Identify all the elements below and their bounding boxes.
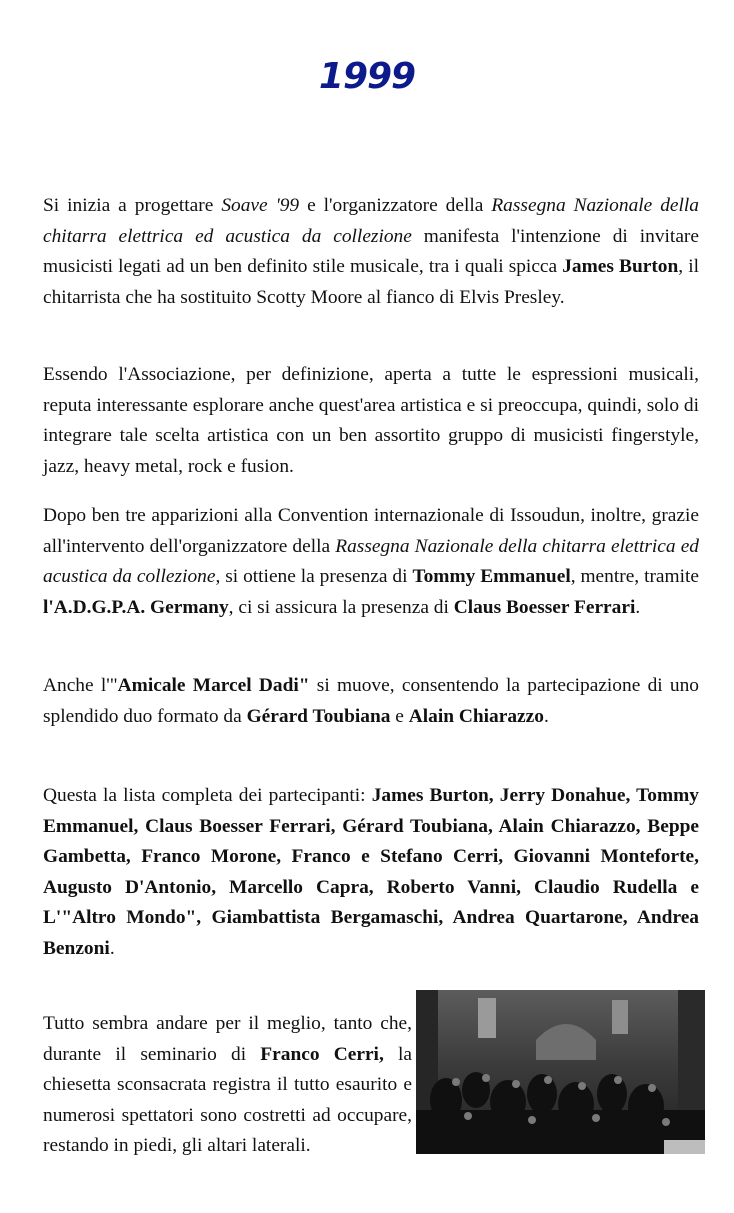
paragraph-association (43, 360, 699, 482)
bold-name: Gérard Toubiana (246, 705, 391, 727)
italic-text: Soave '99 (221, 195, 300, 217)
text-run: , si ottiene la presenza di (215, 566, 413, 588)
italic-text: Rassegna Nazionale della chitarra elettrica ed acustica da collezione (43, 535, 700, 588)
concert-photo (416, 990, 705, 1154)
paragraph-seminar (43, 1009, 412, 1162)
text-run: . (635, 596, 641, 618)
text-run: Si inizia a progettare (43, 195, 222, 217)
participants-list: James Burton, Jerry Donahue, Tommy Emmanuel, Claus Boesser Ferrari, Gérard Toubiana, Alain Chiarazzo, Beppe Gambetta, Franco Morone, Franco e Stefano Cerri, Giovanni Monteforte, Augusto D'Antonio, Marcello Capra, Roberto Vanni, Claudio Rudella e L'"Altro Mondo", Giambattista Bergamaschi, Andrea Quartarone, Andrea Benzoni (43, 785, 699, 959)
concert-photo-image (416, 990, 705, 1154)
text-run: Dopo ben tre apparizioni alla Convention internazionale di Issoudun, inoltre, grazie all'intervento dell'organizzatore della (43, 505, 699, 557)
page-title: 1999 (318, 56, 416, 97)
bold-name: l'A.D.G.P.A. Germany (43, 596, 229, 618)
text-run: . (543, 705, 549, 727)
text-run: Anche l'" (43, 675, 118, 697)
text-run: Questa la lista completa dei partecipanti: (43, 785, 372, 807)
text-run: si muove, consentendo la partecipazione di uno splendido duo formato da (43, 675, 699, 727)
text-run: e (390, 705, 409, 727)
text-run: Essendo l'Associazione, per definizione, aperta a tutte le espressioni musicali, reputa interessante esplorare anche quest'area artistica e si preoccupa, quindi, solo di integrare tale scelta artistica con un ben assortito gruppo di musicisti fingerstyle, jazz, heavy metal, rock e fusion. (43, 364, 699, 477)
paragraph-intro (43, 191, 699, 313)
bold-name: James Burton (562, 256, 679, 278)
paragraph-amicale (43, 671, 699, 732)
text-run: manifesta l'intenzione di invitare musicisti legati ad un ben definito stile musicale, tra i quali spicca (43, 225, 699, 278)
text-run: la chiesetta sconsacrata registra il tutto esaurito e numerosi spettatori sono costretti ad occupare, restando in piedi, gli altari laterali. (43, 1043, 412, 1157)
paragraph-issoudun (43, 501, 699, 623)
bold-name: Tommy Emmanuel (412, 566, 571, 588)
text-run: . (109, 937, 115, 959)
bold-name: Franco Cerri, (260, 1043, 384, 1065)
bold-name: Alain Chiarazzo (408, 705, 544, 727)
text-run: e l'organizzatore della (299, 195, 492, 217)
text-run: , ci si assicura la presenza di (228, 596, 454, 618)
paragraph-participants (43, 781, 699, 964)
bold-name: Amicale Marcel Dadi" (117, 675, 310, 697)
text-run: , mentre, tramite (570, 566, 699, 588)
text-run: , il chitarrista che ha sostituito Scotty Moore al fianco di Elvis Presley. (43, 256, 699, 308)
text-run: Tutto sembra andare per il meglio, tanto che, durante il seminario di (43, 1013, 412, 1065)
bold-name: Claus Boesser Ferrari (453, 596, 636, 618)
italic-text: Rassegna Nazionale della chitarra elettrica ed acustica da collezione (43, 195, 700, 247)
